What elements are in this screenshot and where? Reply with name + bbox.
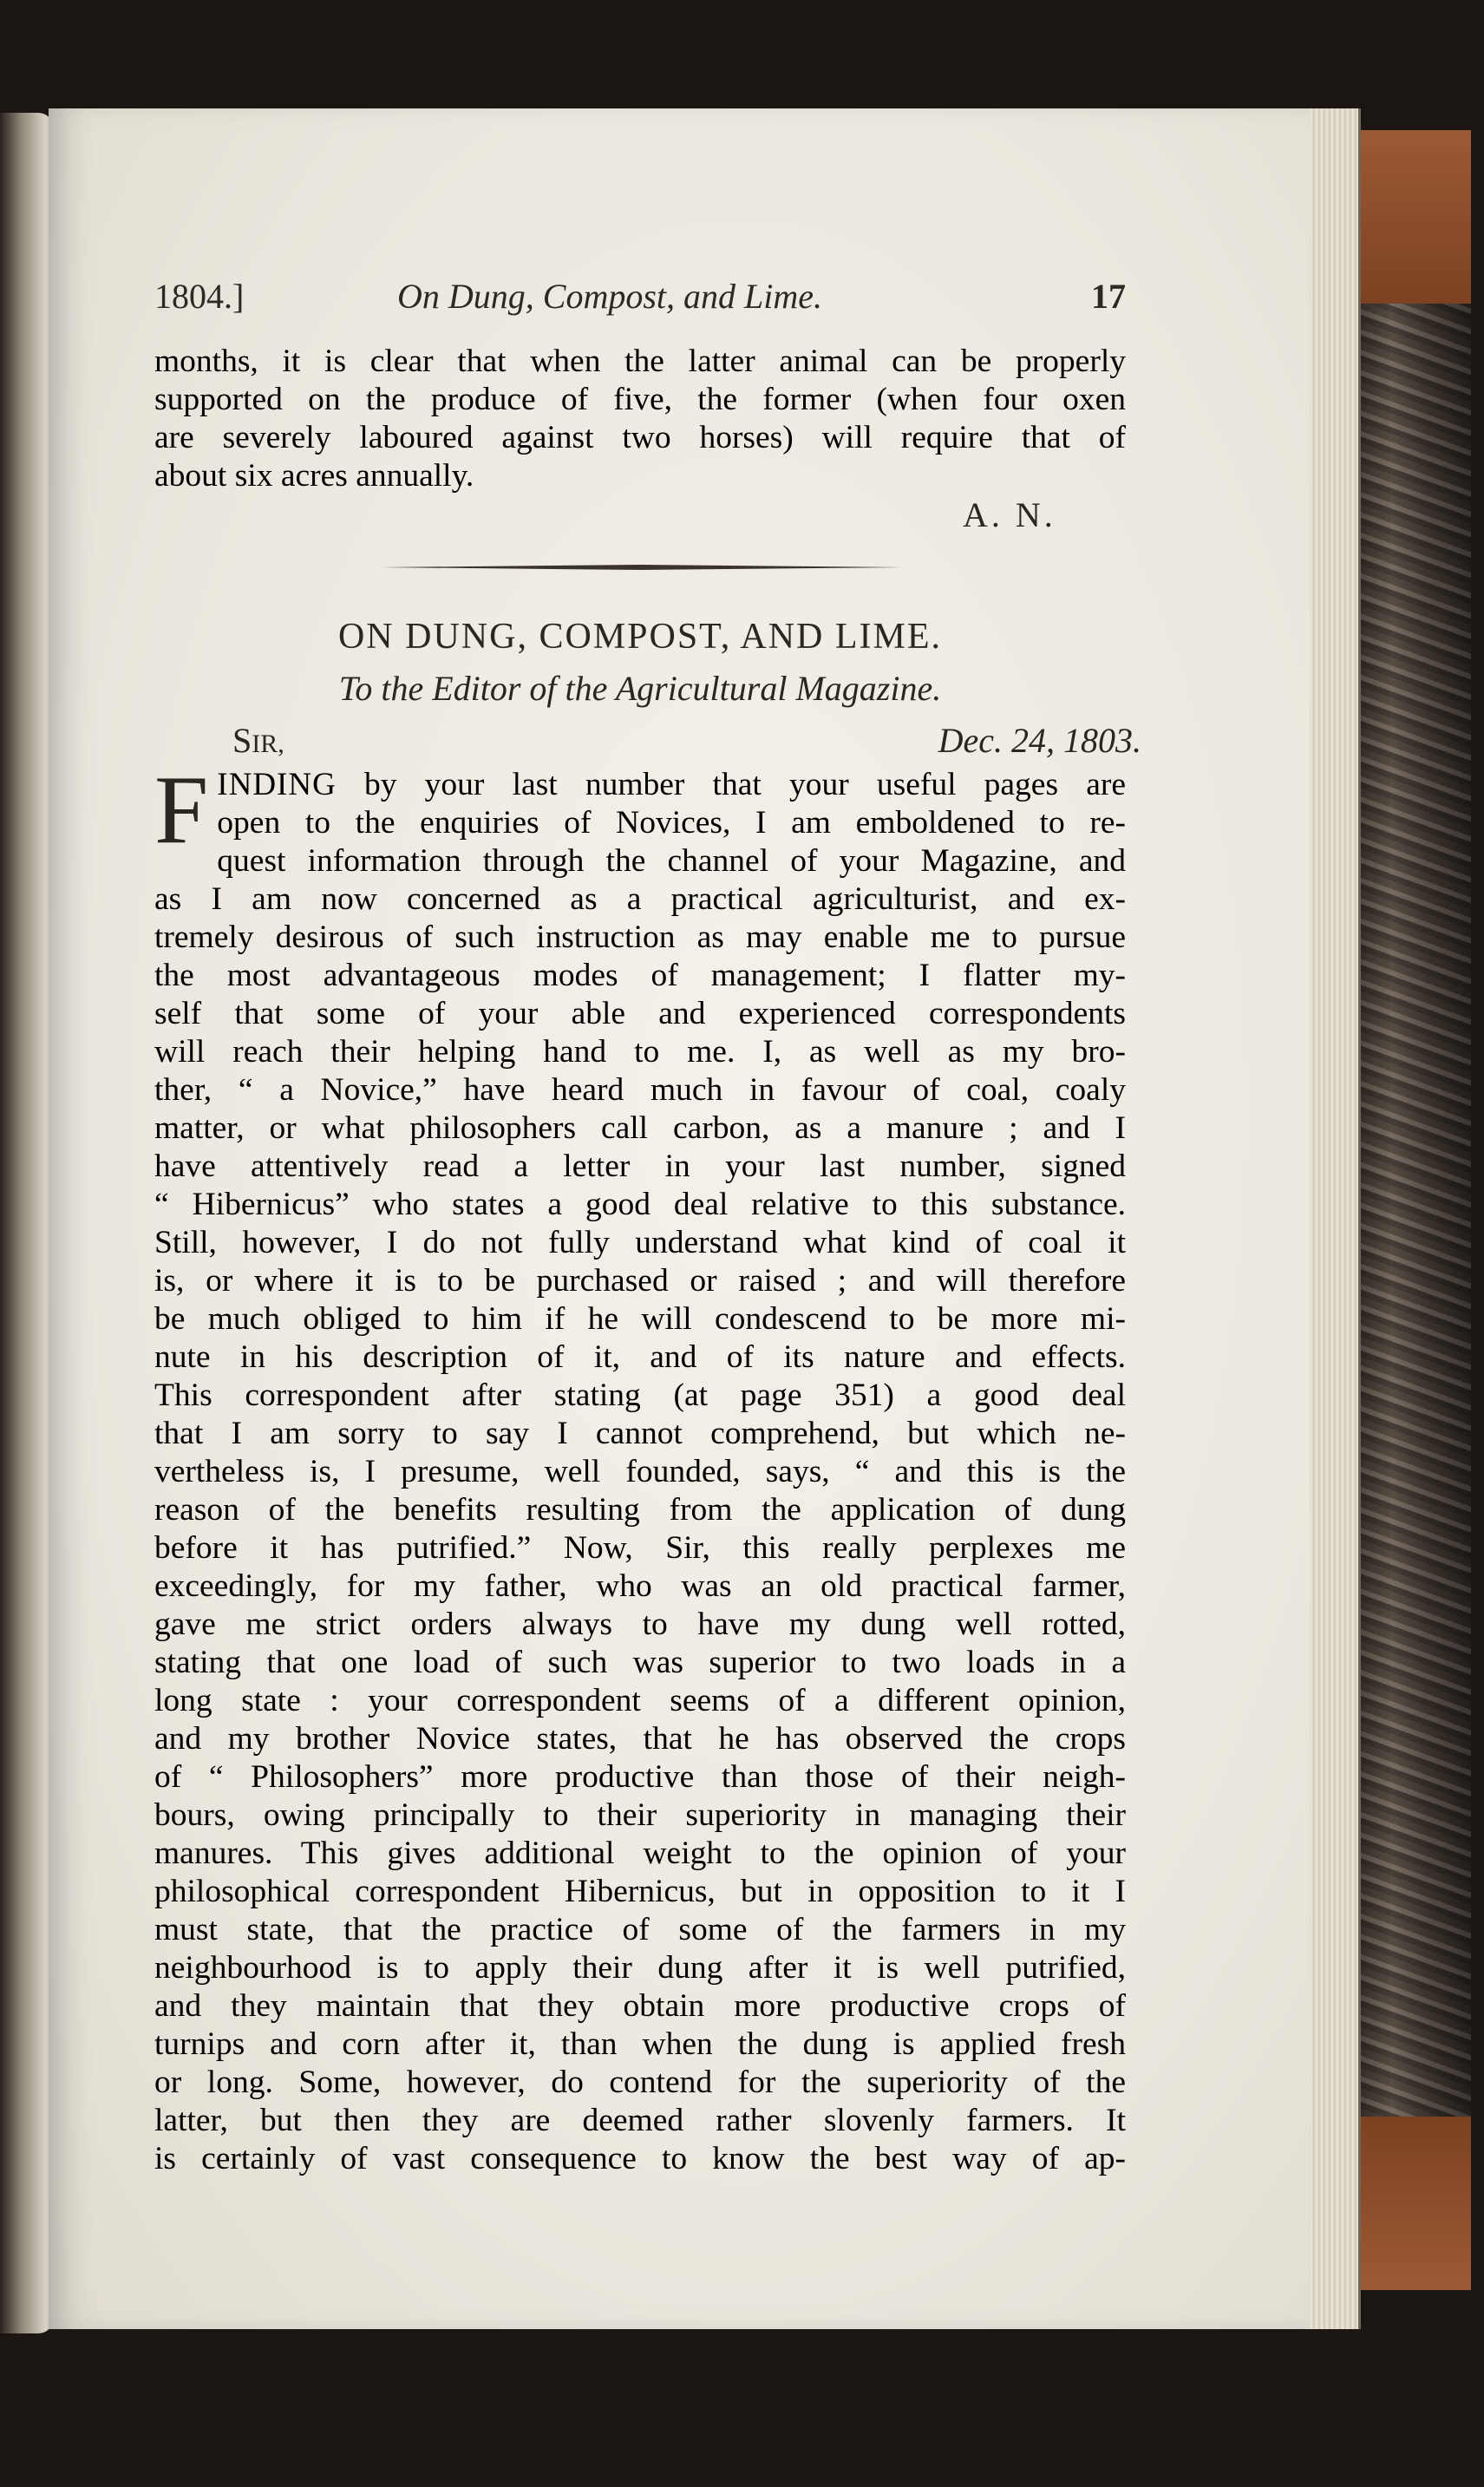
text-line: self that some of your able and experienced correspondents [154,996,1126,1031]
salutation-initial: S [232,721,252,760]
running-head [154,276,1126,319]
text-line: and my brother Novice states, that he has observed the crops [154,1721,1126,1757]
text-line: manures. This gives additional weight to the opinion of your [154,1836,1126,1871]
text-line: by your last number that your useful pages are [336,767,1126,802]
text-line: of “ Philosophers” more productive than those of their neigh- [154,1759,1126,1795]
text-line: philosophical correspondent Hibernicus, but in opposition to it I [154,1874,1126,1909]
facing-page-edge [0,113,54,2333]
text-line: Still, however, I do not fully understand what kind of coal it [154,1225,1126,1260]
text-line: that I am sorry to say I cannot comprehend, but which ne- [154,1416,1126,1451]
text-line: latter, but then they are deemed rather slovenly farmers. It [154,2103,1126,2138]
text-line: is certainly of vast consequence to know the best way of ap- [154,2141,1126,2176]
text-line: long state : your correspondent seems of a different opinion, [154,1683,1126,1718]
text-line: have attentively read a letter in your last number, signed [154,1149,1126,1184]
text-line: are severely laboured against two horses) will require that of [154,420,1126,455]
text-line: is, or where it is to be purchased or raised ; and will therefore [154,1263,1126,1299]
text-line: open to the enquiries of Novices, I am emboldened to re- [217,805,1126,841]
text-line: supported on the produce of five, the former (when four oxen [154,382,1126,417]
text-line: must state, that the practice of some of the farmers in my [154,1912,1126,1947]
text-line: tremely desirous of such instruction as may enable me to pursue [154,920,1126,955]
spine-leather-bottom [1358,2117,1471,2290]
text-line: and they maintain that they obtain more productive crops of [154,1988,1126,2024]
salutation [232,720,284,761]
previous-article-ending [154,343,1126,495]
letter-body [154,756,1126,2178]
text-line: matter, or what philosophers call carbon, as a manure ; and I [154,1110,1126,1146]
article-signature: A. N. [963,495,1056,534]
article-heading: ON DUNG, COMPOST, AND LIME. [337,617,943,657]
section-divider-rule [382,564,902,570]
page-fore-edge [1306,108,1361,2329]
text-line: before it has putrified.” Now, Sir, this really perplexes me [154,1530,1126,1566]
text-line: the most advantageous modes of management; I flatter my- [154,958,1126,993]
text-line: months, it is clear that when the latter animal can be properly [154,344,1126,379]
text-line: nute in his description of it, and of its nature and effects. [154,1339,1126,1375]
text-line: This correspondent after stating (at page 351) a good deal [154,1378,1126,1413]
text-line: stating that one load of such was superior to two loads in a [154,1645,1126,1680]
article-subheading: To the Editor of the Agricultural Magazine. [338,669,942,708]
letter-date: Dec. 24, 1803. [938,721,1141,760]
running-head-year: 1804.] [154,277,245,316]
text-line-first [154,766,1126,804]
text-line: about six acres annually. [154,458,474,494]
spine-leather-top [1358,130,1471,304]
lead-word: INDING [217,767,337,802]
salutation-rest: IR, [252,730,284,758]
page-number: 17 [1091,277,1126,316]
text-line: ther, “ a Novice,” have heard much in favour of coal, coaly [154,1072,1126,1108]
text-line: “ Hibernicus” who states a good deal relative to this substance. [154,1187,1126,1222]
drop-cap: F [154,756,209,864]
text-line: or long. Some, however, do contend for the superiority of the [154,2065,1126,2100]
text-line: turnips and corn after it, than when the dung is applied fresh [154,2026,1126,2062]
text-line: quest information through the channel of your Magazine, and [217,843,1126,879]
text-line: will reach their helping hand to me. I, as well as my bro- [154,1034,1126,1070]
text-line: as I am now concerned as a practical agriculturist, and ex- [154,881,1126,917]
text-line: gave me strict orders always to have my dung well rotted, [154,1607,1126,1642]
text-line: bours, owing principally to their superiority in managing their [154,1797,1126,1833]
running-head-title: On Dung, Compost, and Lime. [397,277,823,316]
text-line: exceedingly, for my father, who was an old practical farmer, [154,1568,1126,1604]
text-line: be much obliged to him if he will condescend to be more mi- [154,1301,1126,1337]
text-line: neighbourhood is to apply their dung after it is well putrified, [154,1950,1126,1986]
text-line: vertheless is, I presume, well founded, says, “ and this is the [154,1454,1126,1489]
text-line: reason of the benefits resulting from the application of dung [154,1492,1126,1528]
book-spine [1358,130,1471,2290]
